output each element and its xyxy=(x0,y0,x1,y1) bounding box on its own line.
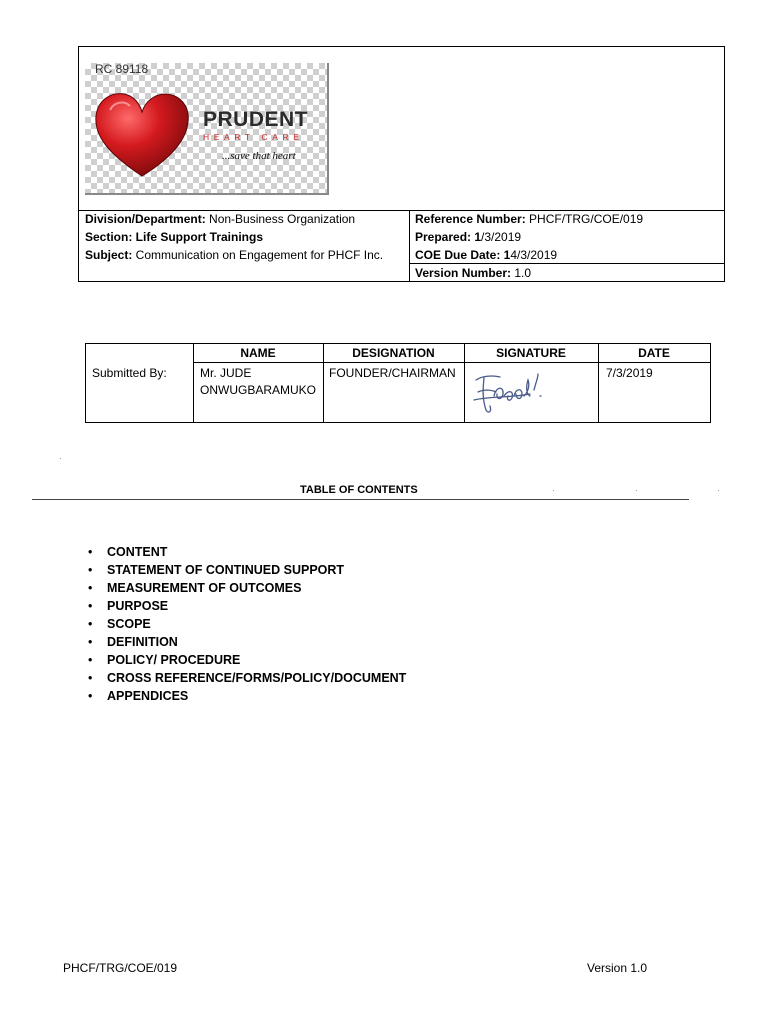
toc-item-purpose: • PURPOSE xyxy=(88,597,406,615)
table-line xyxy=(193,362,710,363)
toc-list xyxy=(88,543,406,705)
subject-field xyxy=(85,247,383,263)
toc-divider xyxy=(32,499,689,500)
scan-speck xyxy=(636,490,637,491)
coe-due-value: 4/3/2019 xyxy=(510,248,558,262)
toc-item-definition: • DEFINITION xyxy=(88,633,406,651)
submission-table xyxy=(85,343,711,423)
toc-item-appendices: • APPENDICES xyxy=(88,687,406,705)
reference-field xyxy=(415,211,643,227)
prepared-field xyxy=(415,229,521,245)
toc-item-cross-reference: • CROSS REFERENCE/FORMS/POLICY/DOCUMENT xyxy=(88,669,406,687)
scan-speck xyxy=(553,490,554,491)
version-label: Version Number: xyxy=(415,266,512,280)
version-field xyxy=(415,265,531,281)
division-field xyxy=(85,211,355,227)
toc-item-content: • CONTENT xyxy=(88,543,406,561)
coe-due-field xyxy=(415,247,557,263)
brand-tagline: ...save that heart xyxy=(222,150,296,162)
toc-item-measurement: • MEASUREMENT OF OUTCOMES xyxy=(88,579,406,597)
subject-label: Subject: xyxy=(85,248,133,262)
prepared-value: /3/2019 xyxy=(481,230,522,244)
grid-line xyxy=(409,210,410,282)
toc-item-policy: • POLICY/ PROCEDURE xyxy=(88,651,406,669)
division-value: Non-Business Organization xyxy=(205,212,356,226)
toc-item-scope: • SCOPE xyxy=(88,615,406,633)
handwritten-signature xyxy=(470,366,552,416)
section-label: Section: Life Support Trainings xyxy=(85,230,264,244)
rc-number: RC 89118 xyxy=(95,62,149,76)
designation-header: DESIGNATION xyxy=(352,346,435,360)
toc-item-statement: • STATEMENT OF CONTINUED SUPPORT xyxy=(88,561,406,579)
brand-subtitle: HEART CARE xyxy=(203,132,304,142)
coe-due-label: COE Due Date: 1 xyxy=(415,248,511,262)
submitter-name-line2: ONWUGBARAMUKO xyxy=(200,383,317,397)
name-header: NAME xyxy=(240,346,276,360)
date-value: 7/3/2019 xyxy=(606,366,653,380)
reference-label: Reference Number: xyxy=(415,212,526,226)
toc-title: TABLE OF CONTENTS xyxy=(300,484,418,496)
submitted-by-label: Submitted By: xyxy=(92,366,167,380)
scan-speck xyxy=(60,458,61,459)
reference-value: PHCF/TRG/COE/019 xyxy=(525,212,644,226)
date-header: DATE xyxy=(638,346,670,360)
footer-version: Version 1.0 xyxy=(587,961,648,975)
section-field xyxy=(85,229,263,245)
designation-value: FOUNDER/CHAIRMAN xyxy=(329,366,456,380)
brand-name: PRUDENT xyxy=(203,108,309,131)
scan-speck xyxy=(718,490,719,491)
document-info-grid xyxy=(79,210,725,282)
submitter-name-line1: Mr. JUDE xyxy=(200,366,252,380)
division-label: Division/Department: xyxy=(85,212,206,226)
signature-header: SIGNATURE xyxy=(496,346,566,360)
prepared-label: Prepared: 1 xyxy=(415,230,482,244)
footer-reference: PHCF/TRG/COE/019 xyxy=(63,961,178,975)
version-value: 1.0 xyxy=(511,266,532,280)
subject-value: Communication on Engagement for PHCF Inc. xyxy=(132,248,384,262)
heart-icon xyxy=(92,90,192,178)
grid-line xyxy=(409,263,725,264)
